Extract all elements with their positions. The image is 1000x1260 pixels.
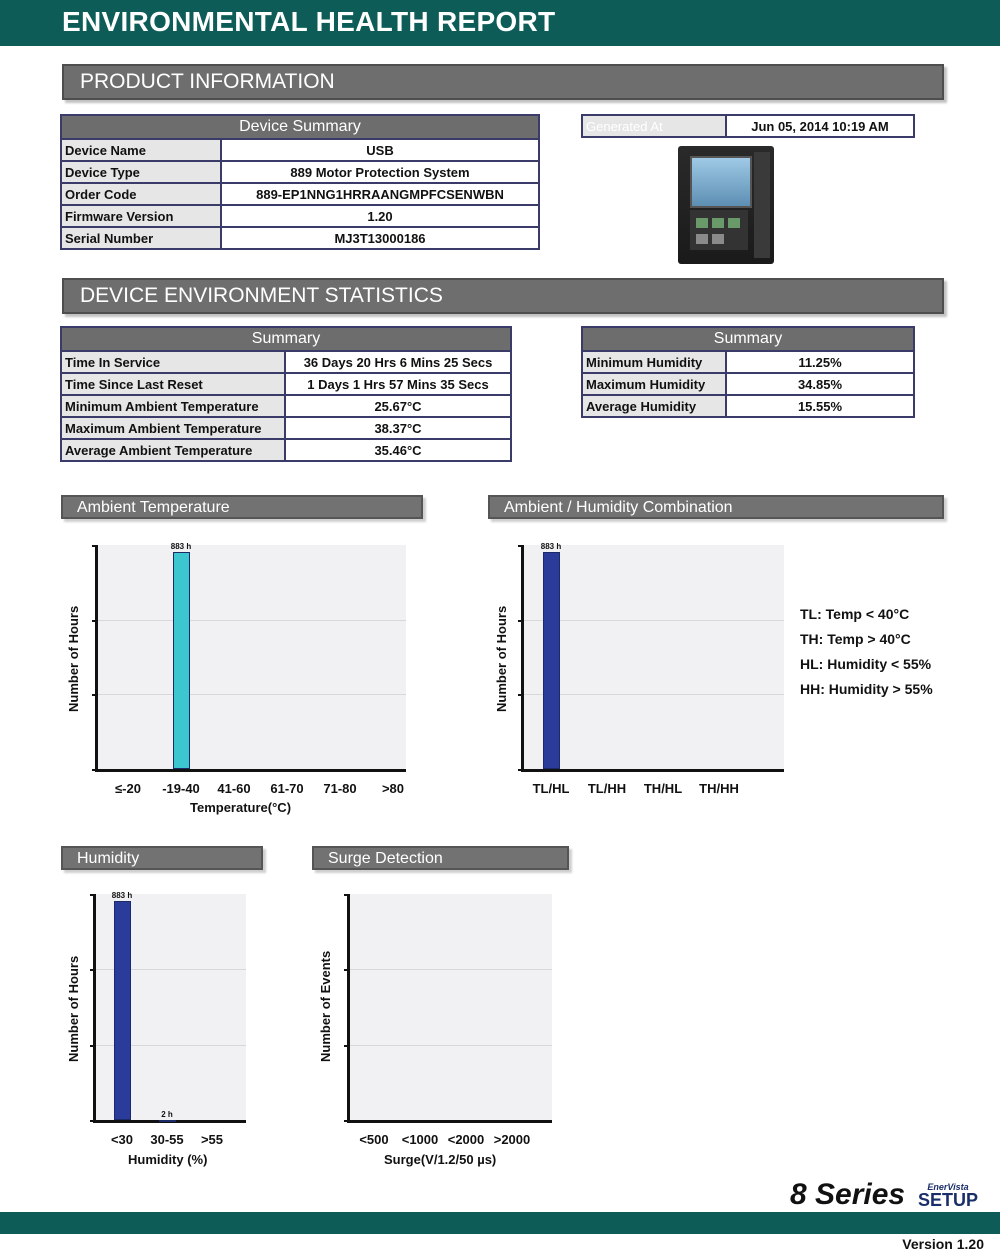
ambient-temperature-x-tick-label: 71-80 [323,781,357,796]
surge-y-tick [344,969,350,971]
firmware-version-label: Firmware Version [61,205,221,227]
ambient-humidity-y-axis-title: Number of Hours [494,605,509,712]
ambient-temperature-plot-area [98,545,406,769]
surge-x-tick-label: <1000 [401,1132,439,1147]
ambient-temperature-y-axis-title: Number of Hours [66,605,81,712]
surge-x-axis-title: Surge(V/1.2/50 µs) [384,1152,497,1167]
enervista-text: EnerVista [927,1182,969,1192]
environment-summary-table [60,326,512,462]
ambient-temperature-x-tick-label: 41-60 [217,781,251,796]
serial-number-label: Serial Number [61,227,221,249]
ambient-humidity-gridline [524,694,784,695]
ambient-temperature-y-tick [92,769,98,771]
table-row [582,351,914,373]
humidity-x-tick-label: 30-55 [150,1132,184,1147]
device-keypad [690,210,748,250]
ambient-humidity-y-tick [518,769,524,771]
surge-detection-chart-title: Surge Detection [312,846,569,870]
device-key [712,218,724,228]
ambient-humidity-y-axis [521,545,524,772]
humidity-y-tick [90,969,96,971]
surge-x-tick-label: >2000 [493,1132,531,1147]
min-ambient-temp-value: 25.67°C [285,395,511,417]
avg-ambient-temp-label: Average Ambient Temperature [61,439,285,461]
footer-bar [0,1212,1000,1234]
ambient-temperature-x-tick-label: 61-70 [270,781,304,796]
version-label: Version 1.20 [902,1236,984,1252]
ambient-humidity-bar-label: 883 h [540,542,562,551]
table-row [61,183,539,205]
device-type-label: Device Type [61,161,221,183]
max-humidity-value: 34.85% [726,373,914,395]
humidity-y-tick [90,894,96,896]
device-type-value: 889 Motor Protection System [221,161,539,183]
surge-plot-area [350,894,552,1120]
device-summary-table [60,114,540,250]
min-humidity-value: 11.25% [726,351,914,373]
generated-at-table [581,114,915,138]
humidity-summary-table [581,326,915,418]
ambient-humidity-x-axis [521,769,784,772]
surge-y-tick [344,1120,350,1122]
time-in-service-label: Time In Service [61,351,285,373]
table-row [61,439,511,461]
ambient-temperature-x-tick-label: >80 [381,781,405,796]
table-row [61,139,539,161]
generated-at-value: Jun 05, 2014 10:19 AM [726,115,914,137]
surge-y-axis [347,894,350,1123]
table-row [61,373,511,395]
combination-legend [800,606,933,706]
humidity-y-tick [90,1045,96,1047]
table-row [61,417,511,439]
surge-y-axis-title: Number of Events [318,950,333,1062]
time-since-reset-label: Time Since Last Reset [61,373,285,395]
generated-at-label: Generated At [582,115,726,137]
table-row [61,227,539,249]
legend-entry: HL: Humidity < 55% [800,656,932,672]
max-humidity-label: Maximum Humidity [582,373,726,395]
order-code-label: Order Code [61,183,221,205]
table-row [582,115,914,137]
ambient-temperature-chart-title: Ambient Temperature [61,495,423,519]
device-summary-header: Device Summary [61,115,539,139]
time-since-reset-value: 1 Days 1 Hrs 57 Mins 35 Secs [285,373,511,395]
device-key [696,234,708,244]
surge-x-tick-label: <500 [359,1132,389,1147]
humidity-x-tick-label: <30 [110,1132,134,1147]
humidity-bar-label: 2 h [161,1110,173,1119]
environment-summary-header: Summary [61,327,511,351]
report-title: ENVIRONMENTAL HEALTH REPORT [62,6,556,37]
ambient-temperature-x-axis-title: Temperature(°C) [190,800,292,815]
firmware-version-value: 1.20 [221,205,539,227]
legend-entry: TH: Temp > 40°C [800,631,911,647]
humidity-summary-header: Summary [582,327,914,351]
surge-x-tick-label: <2000 [447,1132,485,1147]
min-humidity-label: Minimum Humidity [582,351,726,373]
enervista-setup-logo [918,1182,978,1208]
humidity-x-tick-label: >55 [200,1132,224,1147]
ambient-temperature-bar-label: 883 h [170,542,192,551]
ambient-humidity-y-tick [518,545,524,547]
ambient-humidity-x-tick-label: TL/HL [532,781,570,796]
ambient-humidity-y-tick [518,694,524,696]
ambient-temperature-bar [173,552,190,769]
surge-gridline [350,969,552,970]
ambient-humidity-x-tick-label: TH/HH [699,781,739,796]
max-ambient-temp-label: Maximum Ambient Temperature [61,417,285,439]
device-key [728,218,740,228]
humidity-y-axis-title: Number of Hours [66,955,81,1062]
device-name-label: Device Name [61,139,221,161]
device-key [712,234,724,244]
humidity-y-axis [93,894,96,1123]
time-in-service-value: 36 Days 20 Hrs 6 Mins 25 Secs [285,351,511,373]
section-device-environment-statistics: DEVICE ENVIRONMENT STATISTICS [62,278,944,314]
ambient-temperature-y-tick [92,694,98,696]
max-ambient-temp-value: 38.37°C [285,417,511,439]
avg-ambient-temp-value: 35.46°C [285,439,511,461]
legend-entry: HH: Humidity > 55% [800,681,933,697]
surge-x-axis [347,1120,552,1123]
legend-entry: TL: Temp < 40°C [800,606,910,622]
ambient-temperature-y-tick [92,545,98,547]
ambient-temperature-x-tick-label: ≤-20 [115,781,141,796]
device-image [678,146,774,264]
surge-gridline [350,1045,552,1046]
section-product-information: PRODUCT INFORMATION [62,64,944,100]
ambient-temperature-y-tick [92,620,98,622]
ambient-temperature-gridline [98,694,406,695]
surge-y-tick [344,894,350,896]
setup-text: SETUP [918,1190,979,1210]
ambient-humidity-x-tick-label: TL/HH [587,781,627,796]
table-row [61,351,511,373]
humidity-y-tick [90,1120,96,1122]
device-name-value: USB [221,139,539,161]
ambient-humidity-bar [543,552,560,769]
surge-detection-chart [0,0,1,1]
humidity-bar [159,1120,176,1122]
humidity-bar [114,901,131,1120]
device-side-panel [754,152,770,258]
table-row [61,161,539,183]
ambient-temperature-gridline [98,620,406,621]
avg-humidity-label: Average Humidity [582,395,726,417]
humidity-bar-label: 883 h [111,891,133,900]
device-key [696,218,708,228]
table-row [582,373,914,395]
avg-humidity-value: 15.55% [726,395,914,417]
ambient-humidity-x-tick-label: TH/HL [643,781,683,796]
ambient-temperature-y-axis [95,545,98,772]
ambient-humidity-chart-title: Ambient / Humidity Combination [488,495,944,519]
table-row [61,395,511,417]
table-row [61,205,539,227]
ambient-humidity-gridline [524,620,784,621]
serial-number-value: MJ3T13000186 [221,227,539,249]
table-row [582,395,914,417]
humidity-chart-title: Humidity [61,846,263,870]
ambient-humidity-plot-area [524,545,784,769]
series-logo: 8 Series [790,1178,906,1211]
ambient-humidity-y-tick [518,620,524,622]
order-code-value: 889-EP1NNG1HRRAANGMPFCSENWBN [221,183,539,205]
ambient-temperature-x-tick-label: -19-40 [162,781,200,796]
surge-y-tick [344,1045,350,1047]
humidity-x-axis-title: Humidity (%) [128,1152,208,1167]
min-ambient-temp-label: Minimum Ambient Temperature [61,395,285,417]
ambient-temperature-x-axis [95,769,406,772]
device-screen [690,156,752,208]
